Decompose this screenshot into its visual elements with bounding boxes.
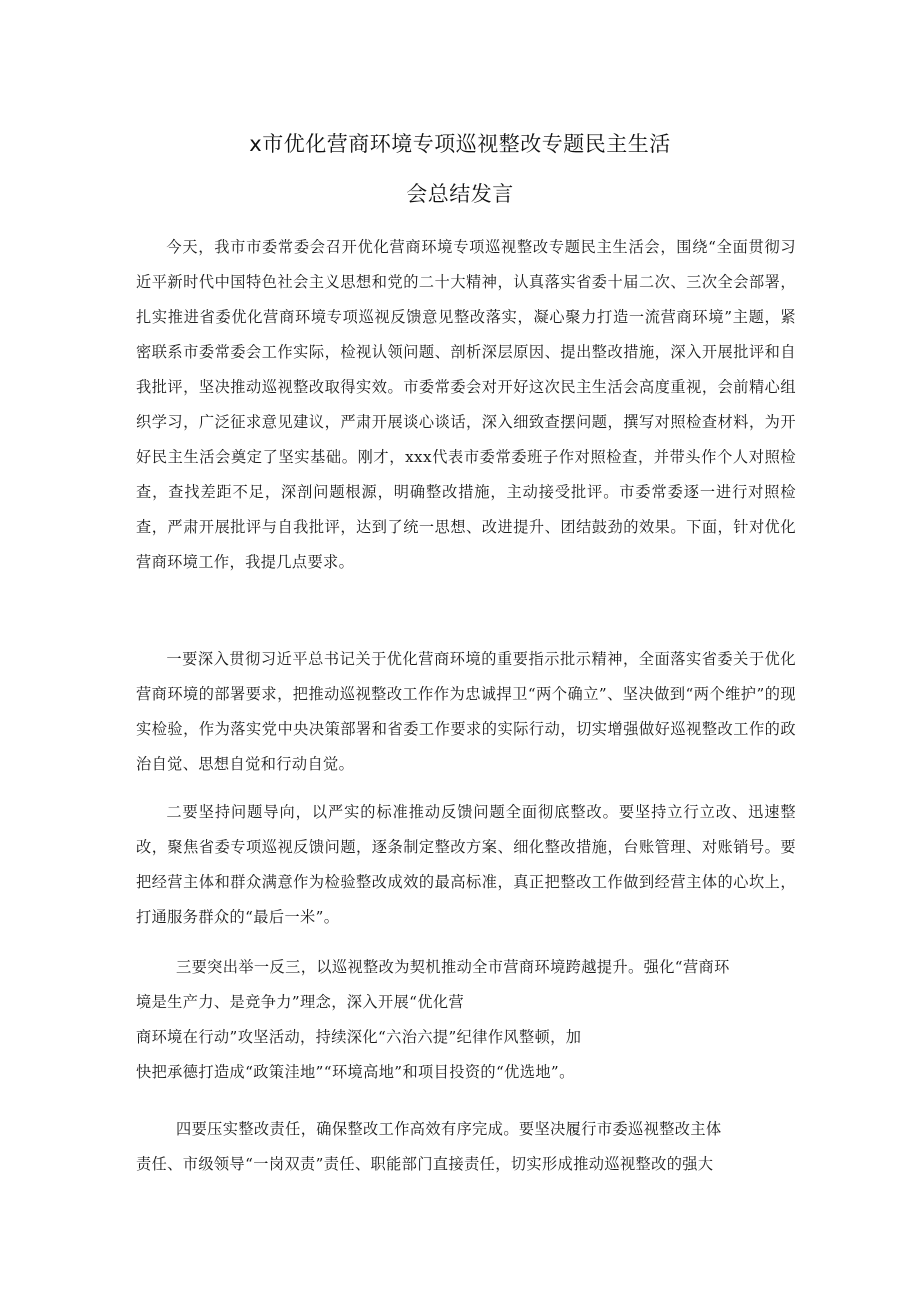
document-title-line-2: 会总结发言	[406, 182, 514, 206]
paragraph-requirement-2: 二要坚持问题导向，以严实的标准推动反馈问题全面彻底整改。要坚持立行立改、迅速整改，聚焦省委专项巡视反馈问题，逐条制定整改方案、细化整改措施，台账管理、对账销号。要把经营主体和群众满意作为检验整改成效的最高标准，真正把整改工作做到经营主体的心坎上，打通服务群众的“最后一米”。	[136, 803, 796, 926]
paragraph-requirement-3-line-1: 三要突出举一反三，以巡视整改为契机推动全市营商环境跨越提升。强化“营商环	[176, 958, 730, 976]
paragraph-requirement-4-line-2: 责任、市级领导“一岗双责”责任、职能部门直接责任，切实形成推动巡视整改的强大	[136, 1155, 714, 1173]
paragraph-requirement-3-line-2: 境是生产力、是竞争力”理念，深入开展“优化营	[136, 993, 465, 1011]
paragraph-requirement-3-line-3: 商环境在行动”攻坚活动，持续深化“六治六提”纪律作风整顿，加	[136, 1028, 582, 1046]
paragraph-requirement-3-line-4: 快把承德打造成“政策洼地”“环境高地”和项目投资的“优选地”。	[136, 1063, 575, 1081]
paragraph-intro: 今天，我市市委常委会召开优化营商环境专项巡视整改专题民主生活会，围绕“全面贯彻习近平新时代中国特色社会主义思想和党的二十大精神，认真落实省委十届二次、三次全会部署，扎实推进省委优化营商环境专项巡视反馈意见整改落实，凝心聚力打造一流营商环境”主题，紧密联系市委常委会工作实际，检视认领问题、剖析深层原因、提出整改措施，深入开展批评和自我批评，坚决推动巡视整改取得实效。市委常委会对开好这次民主生活会高度重视，会前精心组织学习，广泛征求意见建议，严肃开展谈心谈话，深入细致查摆问题，撰写对照检查材料，为开好民主生活会奠定了坚实基础。刚才，xxx代表市委常委班子作对照检查，并带头作个人对照检查，查找差距不足，深剖问题根源，明确整改措施，主动接受批评。市委常委逐一进行对照检查，严肃开展批评与自我批评，达到了统一思想、改进提升、团结鼓劲的效果。下面，针对优化营商环境工作，我提几点要求。	[136, 238, 796, 571]
paragraph-requirement-1: 一要深入贯彻习近平总书记关于优化营商环境的重要指示批示精神，全面落实省委关于优化营商环境的部署要求，把推动巡视整改工作作为忠诚捍卫“两个确立”、坚决做到“两个维护”的现实检验，作为落实党中央决策部署和省委工作要求的实际行动，切实增强做好巡视整改工作的政治自觉、思想自觉和行动自觉。	[136, 650, 796, 773]
paragraph-requirement-4-line-1: 四要压实整改责任，确保整改工作高效有序完成。要坚决履行市委巡视整改主体	[176, 1120, 722, 1138]
document-title-line-1: x市优化营商环境专项巡视整改专题民主生活	[249, 132, 671, 156]
